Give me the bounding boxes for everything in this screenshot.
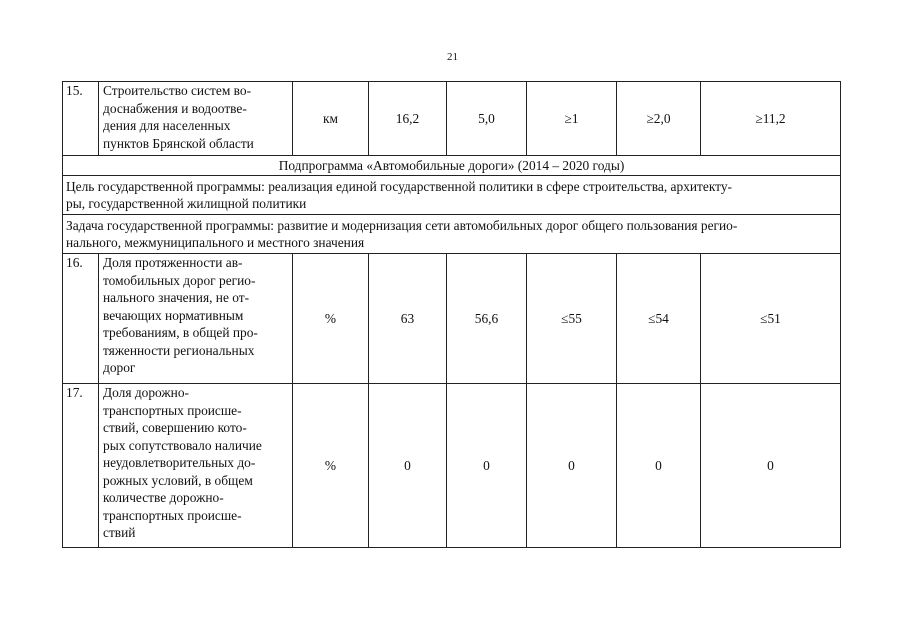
value-cell: ≥1 [527,82,617,156]
indicator-name-line: транспортных происше- [103,402,242,418]
value-cell: 0 [617,384,701,548]
indicator-name-line: неудовлетворительных до- [103,455,256,470]
indicator-name-line: доснабжения и водоотве- [103,100,247,116]
indicator-name-line: транспортных происше- [103,507,242,523]
value-cell: ≤51 [701,254,841,384]
row-number: 15. [63,82,99,156]
value-cell: 16,2 [369,82,447,156]
indicator-name-line: Доля протяженности ав- [103,255,243,270]
indicator-name-line: рых сопутствовало наличие [103,437,262,453]
unit-cell: % [293,254,369,384]
indicator-name-line: ствий, совершению кото- [103,420,247,435]
unit-cell: км [293,82,369,156]
value-cell: 56,6 [447,254,527,384]
indicator-name-line: ствий [103,525,136,540]
subprogram-title: Подпрограмма «Автомобильные дороги» (2014 – 2020 годы) [63,156,841,176]
unit-cell: % [293,384,369,548]
value-cell: 63 [369,254,447,384]
task-row [63,215,841,254]
indicator-name-line: томобильных дорог регио- [103,272,256,288]
page-number: 21 [447,51,458,63]
table-row-16 [63,254,841,384]
table-row-17 [63,384,841,548]
program-goal-line: ры, государственной жилищной политики [66,196,307,211]
value-cell: ≥2,0 [617,82,701,156]
indicator-name-line: тяженности региональных [103,342,255,358]
indicator-name-line: дорог [103,360,136,375]
program-task-line: Задача государственной программы: развитие и модернизация сети автомобильных дорог общего пользования регио- [66,217,738,233]
table-row-15 [63,82,841,156]
indicator-name-line: рожных условий, в общем [103,472,253,488]
value-cell: 0 [701,384,841,548]
indicator-name-line: нального значения, не от- [103,290,250,305]
indicator-name-line: пунктов Брянской области [103,135,254,151]
row-number: 17. [63,384,99,548]
value-cell: 0 [527,384,617,548]
row-number: 16. [63,254,99,384]
indicator-name-line: Строительство систем во- [103,83,252,98]
program-task-line: нального, межмуниципального и местного значения [66,235,365,250]
program-goal [63,176,841,215]
value-cell: ≤55 [527,254,617,384]
indicator-name-line: дения для населенных [103,118,231,133]
goal-row [63,176,841,215]
value-cell: ≥11,2 [701,82,841,156]
program-goal-line: Цель государственной программы: реализация единой государственной политики в сфере строительства, архитекту- [66,178,733,194]
indicator-name-line: Доля дорожно- [103,385,189,400]
indicator-name-line: вечающих нормативным [103,307,244,323]
program-task [63,215,841,254]
value-cell: 0 [447,384,527,548]
value-cell: 0 [369,384,447,548]
value-cell: 5,0 [447,82,527,156]
indicator-name-line: количестве дорожно- [103,490,224,505]
indicator-name [99,254,293,384]
indicator-name [99,82,293,156]
indicator-name-line: требованиям, в общей про- [103,325,258,340]
indicator-table [62,81,841,548]
indicator-name [99,384,293,548]
subprogram-row [63,156,841,176]
value-cell: ≤54 [617,254,701,384]
